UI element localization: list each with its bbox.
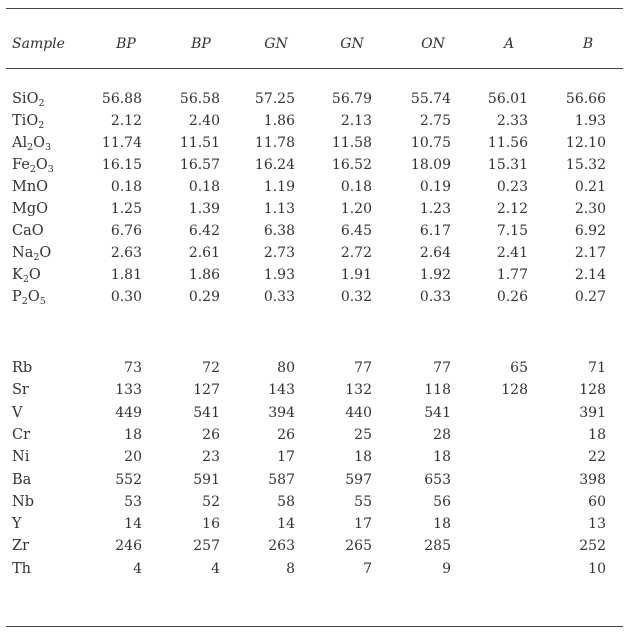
table-cell: 0.26 [496, 289, 528, 305]
table-cell: 18 [588, 426, 606, 443]
formula-part: MnO [12, 179, 49, 195]
table-cell: 1.77 [496, 267, 528, 283]
formula-part: Fe [12, 157, 30, 173]
table-cell: 56 [433, 493, 451, 510]
table-cell: 2.72 [340, 245, 372, 261]
row-label [12, 201, 48, 217]
table-row [0, 561, 629, 581]
table-cell: 60 [588, 493, 606, 510]
table-cell: 1.13 [263, 201, 295, 217]
table-cell: 9 [442, 560, 451, 577]
table-cell: 4 [211, 560, 220, 577]
table-cell: 128 [501, 382, 528, 399]
table-row [0, 427, 629, 447]
table-cell: 552 [115, 471, 142, 488]
row-label [12, 157, 54, 173]
table-cell: 1.93 [574, 113, 606, 129]
table-cell: 77 [433, 360, 451, 376]
table-cell: 128 [579, 382, 606, 399]
table-cell: 1.23 [419, 201, 451, 217]
row-label: Th [12, 560, 32, 577]
table-row [0, 245, 629, 265]
table-cell: 2.73 [263, 245, 295, 261]
table-cell: 73 [124, 360, 142, 376]
header-col-1: BP [116, 36, 136, 52]
table-cell: 285 [424, 538, 451, 555]
table-cell: 55 [354, 493, 372, 510]
table-cell: 246 [115, 538, 142, 555]
table-cell: 591 [193, 471, 220, 488]
table-cell: 25 [354, 426, 372, 443]
formula-part: O [26, 113, 39, 129]
table-cell: 6.45 [340, 223, 372, 239]
row-label [12, 267, 41, 283]
table-cell: 2.12 [496, 201, 528, 217]
table-cell: 80 [277, 360, 295, 376]
header-col-7: B [582, 36, 594, 52]
header-col-4: GN [340, 36, 364, 52]
table-cell: 118 [424, 382, 451, 399]
table-cell: 11.56 [487, 135, 528, 151]
formula-subscript: 2 [33, 252, 40, 263]
table-cell: 2.75 [419, 113, 451, 129]
formula-part: Al [12, 135, 28, 151]
table-row [0, 91, 629, 111]
table-cell: 1.81 [110, 267, 142, 283]
formula-subscript: 2 [21, 296, 28, 307]
table-cell: 127 [193, 382, 220, 399]
formula-part: Si [12, 91, 27, 107]
table-cell: 11.58 [331, 135, 372, 151]
row-label: Sr [12, 382, 29, 399]
table-cell: 2.30 [574, 201, 606, 217]
row-label [12, 113, 44, 129]
table-cell: 257 [193, 538, 220, 555]
table-cell: 132 [345, 382, 372, 399]
table-row [0, 405, 629, 425]
row-label [12, 179, 48, 195]
row-label [12, 91, 45, 107]
table-cell: 52 [202, 493, 220, 510]
table-cell: 56.01 [487, 91, 528, 107]
formula-subscript: 2 [38, 120, 45, 131]
formula-part: O [26, 91, 39, 107]
table-cell: 0.18 [340, 179, 372, 195]
table-cell: 7 [363, 560, 372, 577]
table-row [0, 157, 629, 177]
table-cell: 18 [433, 449, 451, 466]
table-cell: 65 [510, 360, 528, 376]
table-cell: 1.20 [340, 201, 372, 217]
header-col-2: BP [191, 36, 211, 52]
table-cell: 18 [433, 516, 451, 533]
table-cell: 252 [579, 538, 606, 555]
table-cell: 56.79 [331, 91, 372, 107]
table-cell: 58 [277, 493, 295, 510]
table-cell: 15.32 [565, 157, 606, 173]
table-cell: 10.75 [410, 135, 451, 151]
row-label [12, 289, 46, 305]
table-cell: 53 [124, 493, 142, 510]
table-cell: 7.15 [496, 223, 528, 239]
table-cell: 16.15 [101, 157, 142, 173]
table-cell: 2.17 [574, 245, 606, 261]
table-cell: 17 [354, 516, 372, 533]
table-cell: 133 [115, 382, 142, 399]
formula-part: O [28, 267, 41, 283]
table-cell: 4 [133, 560, 142, 577]
table-cell: 2.14 [574, 267, 606, 283]
table-cell: 18 [354, 449, 372, 466]
table-cell: 20 [124, 449, 142, 466]
table-row [0, 538, 629, 558]
table-cell: 0.32 [340, 289, 372, 305]
table-cell: 440 [345, 404, 372, 421]
table-cell: 72 [202, 360, 220, 376]
table-cell: 2.63 [110, 245, 142, 261]
table-cell: 394 [268, 404, 295, 421]
table-cell: 56.88 [101, 91, 142, 107]
table-cell: 2.12 [110, 113, 142, 129]
row-label: Cr [12, 426, 31, 443]
table-cell: 8 [286, 560, 295, 577]
table-cell: 22 [588, 449, 606, 466]
table-cell: 77 [354, 360, 372, 376]
table-cell: 597 [345, 471, 372, 488]
table-row [0, 360, 629, 380]
row-label [12, 245, 51, 261]
table-cell: 0.33 [419, 289, 451, 305]
table-header-rule [6, 68, 623, 69]
table-cell: 1.92 [419, 267, 451, 283]
table-cell: 11.74 [101, 135, 142, 151]
table-cell: 26 [277, 426, 295, 443]
row-label: Rb [12, 360, 33, 376]
table-cell: 15.31 [487, 157, 528, 173]
table-cell: 18.09 [410, 157, 451, 173]
table-cell: 449 [115, 404, 142, 421]
table-cell: 57.25 [254, 91, 295, 107]
row-label: Y [12, 516, 22, 533]
table-cell: 2.64 [419, 245, 451, 261]
table-bottom-rule [6, 626, 623, 627]
table-cell: 28 [433, 426, 451, 443]
table-cell: 26 [202, 426, 220, 443]
table-cell: 71 [588, 360, 606, 376]
table-cell: 653 [424, 471, 451, 488]
table-row [0, 494, 629, 514]
formula-subscript: 3 [45, 142, 52, 153]
row-label: V [12, 404, 23, 421]
table-cell: 1.25 [110, 201, 142, 217]
table-row [0, 223, 629, 243]
table-cell: 10 [588, 560, 606, 577]
table-cell: 6.76 [110, 223, 142, 239]
table-cell: 6.92 [574, 223, 606, 239]
header-col-5: ON [421, 36, 445, 52]
row-label: Ba [12, 471, 32, 488]
table-row [0, 179, 629, 199]
table-cell: 2.40 [188, 113, 220, 129]
table-cell: 0.27 [574, 289, 606, 305]
formula-subscript: 3 [47, 164, 54, 175]
table-cell: 17 [277, 449, 295, 466]
table-cell: 23 [202, 449, 220, 466]
formula-subscript: 2 [29, 164, 36, 175]
table-cell: 6.17 [419, 223, 451, 239]
table-header-row [0, 36, 629, 56]
row-label: Ni [12, 449, 30, 466]
row-label [12, 223, 44, 239]
table-cell: 143 [268, 382, 295, 399]
table-row [0, 472, 629, 492]
table-cell: 56.66 [565, 91, 606, 107]
formula-part: Na [12, 245, 34, 261]
formula-part: O [39, 245, 52, 261]
table-cell: 14 [124, 516, 142, 533]
table-cell: 587 [268, 471, 295, 488]
table-cell: 55.74 [410, 91, 451, 107]
table-cell: 0.18 [110, 179, 142, 195]
table-cell: 541 [424, 404, 451, 421]
table-row [0, 382, 629, 402]
formula-part: P [12, 289, 22, 305]
table-cell: 1.86 [188, 267, 220, 283]
table-row [0, 201, 629, 221]
table-cell: 0.30 [110, 289, 142, 305]
table-cell: 2.41 [496, 245, 528, 261]
formula-subscript: 5 [39, 296, 46, 307]
table-cell: 398 [579, 471, 606, 488]
table-cell: 16.57 [179, 157, 220, 173]
table-cell: 16.52 [331, 157, 372, 173]
table-cell: 0.33 [263, 289, 295, 305]
table-row [0, 267, 629, 287]
header-sample: Sample [12, 36, 65, 52]
table-row [0, 135, 629, 155]
table-cell: 6.42 [188, 223, 220, 239]
table-cell: 0.29 [188, 289, 220, 305]
table-cell: 1.19 [263, 179, 295, 195]
formula-part: MgO [12, 201, 49, 217]
formula-part: Ti [12, 113, 27, 129]
table-cell: 18 [124, 426, 142, 443]
table-cell: 0.23 [496, 179, 528, 195]
formula-part: O [35, 157, 48, 173]
table-cell: 11.78 [254, 135, 295, 151]
formula-part: K [12, 267, 23, 283]
row-label: Zr [12, 538, 30, 555]
header-col-3: GN [264, 36, 288, 52]
row-label [12, 135, 51, 151]
table-cell: 13 [588, 516, 606, 533]
formula-part: O [33, 135, 46, 151]
table-cell: 2.61 [188, 245, 220, 261]
table-cell: 0.18 [188, 179, 220, 195]
table-row [0, 516, 629, 536]
table-top-rule [6, 8, 623, 9]
table-cell: 391 [579, 404, 606, 421]
formula-subscript: 2 [27, 142, 34, 153]
table-row [0, 449, 629, 469]
table-cell: 1.91 [340, 267, 372, 283]
table-cell: 11.51 [179, 135, 220, 151]
table-row [0, 289, 629, 309]
table-cell: 265 [345, 538, 372, 555]
table-cell: 263 [268, 538, 295, 555]
row-label: Nb [12, 493, 34, 510]
formula-subscript: 2 [38, 98, 45, 109]
table-cell: 2.33 [496, 113, 528, 129]
table-cell: 12.10 [565, 135, 606, 151]
table-cell: 541 [193, 404, 220, 421]
table-cell: 1.86 [263, 113, 295, 129]
table-cell: 1.93 [263, 267, 295, 283]
header-col-6: A [503, 36, 515, 52]
table-cell: 2.13 [340, 113, 372, 129]
table-cell: 16.24 [254, 157, 295, 173]
table-cell: 14 [277, 516, 295, 533]
formula-subscript: 2 [22, 274, 29, 285]
table-cell: 16 [202, 516, 220, 533]
table-cell: 0.21 [574, 179, 606, 195]
table-cell: 6.38 [263, 223, 295, 239]
table-row [0, 113, 629, 133]
formula-part: O [27, 289, 40, 305]
table-cell: 56.58 [179, 91, 220, 107]
formula-part: CaO [12, 223, 44, 239]
table-cell: 0.19 [419, 179, 451, 195]
table-cell: 1.39 [188, 201, 220, 217]
